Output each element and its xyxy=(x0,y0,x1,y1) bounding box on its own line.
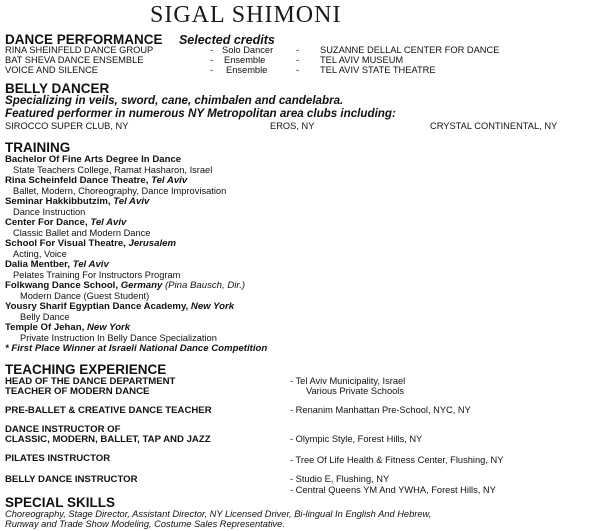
role: Solo Dancer xyxy=(222,45,274,55)
skills-line: Choreography, Stage Director, Assistant Director, NY Licensed Driver, Bi-lingual In English And Hebrew, xyxy=(5,509,432,519)
club-name: CRYSTAL CONTINENTAL, NY xyxy=(430,121,558,131)
school-name: Yousry Sharif Egyptian Dance Academy, xyxy=(5,301,189,312)
venue: SUZANNE DELLAL CENTER FOR DANCE xyxy=(320,45,500,55)
training-school xyxy=(5,259,109,270)
teaching-place: Various Private Schools xyxy=(306,386,405,396)
specialty-line: Specializing in veils, sword, cane, chimbalen and candelabra. xyxy=(5,94,344,107)
teaching-title: BELLY DANCE INSTRUCTOR xyxy=(5,474,138,485)
school-location: Jerusalem xyxy=(128,238,176,249)
school-name: Temple Of Jehan, xyxy=(5,322,85,333)
school-location: Tel Aviv xyxy=(151,175,188,186)
award-note: * First Place Winner at Israeli National Dance Competition xyxy=(5,343,268,354)
teaching-title: HEAD OF THE DANCE DEPARTMENT xyxy=(5,376,176,387)
school-name: Dalia Mentber, xyxy=(5,259,71,270)
training-detail: Ballet, Modern, Choreography, Dance Improvisation xyxy=(13,186,227,196)
group-name: BAT SHEVA DANCE ENSEMBLE xyxy=(5,55,144,65)
teaching-place: - Renanim Manhattan Pre-School, NYC, NY xyxy=(290,405,471,415)
school-name: Rina Scheinfeld Dance Theatre, xyxy=(5,175,149,186)
school-name: Bachelor Of Fine Arts Degree In Dance xyxy=(5,154,182,165)
section-heading: BELLY DANCER xyxy=(5,81,110,96)
training-detail: Pelates Training For Instructors Program xyxy=(13,270,181,280)
section-heading: TEACHING EXPERIENCE xyxy=(5,362,167,377)
section-heading: DANCE PERFORMANCE xyxy=(5,32,163,47)
page-title: SIGAL SHIMONI xyxy=(150,2,342,28)
role: Ensemble xyxy=(224,55,266,65)
teaching-title: PRE-BALLET & CREATIVE DANCE TEACHER xyxy=(5,405,212,416)
training-school xyxy=(5,175,187,186)
training-detail: Dance Instruction xyxy=(13,207,86,217)
training-school xyxy=(5,322,130,333)
school-location: New York xyxy=(190,301,235,312)
school-location: New York xyxy=(86,322,131,333)
dash: - xyxy=(210,45,214,55)
teaching-title: DANCE INSTRUCTOR OF xyxy=(5,424,121,435)
teaching-title: CLASSIC, MODERN, BALLET, TAP AND JAZZ xyxy=(5,434,211,445)
training-detail: Modern Dance (Guest Student) xyxy=(20,291,150,301)
training-detail: Acting, Voice xyxy=(13,249,67,259)
teaching-place: - Tree Of Life Health & Fitness Center, Flushing, NY xyxy=(290,455,504,465)
school-name: Center For Dance, xyxy=(5,217,88,228)
role: Ensemble xyxy=(226,65,268,75)
teaching-place: - Studio E, Flushing, NY xyxy=(290,474,390,484)
club-name: SIROCCO SUPER CLUB, NY xyxy=(5,121,129,131)
school-name: Seminar Hakkibbutzim, xyxy=(5,196,111,207)
skills-line: Runway and Trade Show Modeling, Costume Sales Representative. xyxy=(5,519,285,529)
dash: - xyxy=(296,55,300,65)
section-heading: TRAINING xyxy=(5,140,71,155)
training-school xyxy=(5,280,245,291)
section-heading: SPECIAL SKILLS xyxy=(5,495,116,510)
training-school xyxy=(5,217,126,228)
dash: - xyxy=(296,45,300,55)
dash: - xyxy=(210,65,214,75)
group-name: VOICE AND SILENCE xyxy=(5,65,98,75)
training-detail: Classic Ballet and Modern Dance xyxy=(13,228,151,238)
teaching-place: - Olympic Style, Forest Hills, NY xyxy=(290,434,423,444)
training-school xyxy=(5,196,149,207)
school-location: Tel Aviv xyxy=(72,259,109,270)
school-location: Germany xyxy=(120,280,163,291)
school-location: Tel Aviv xyxy=(113,196,150,207)
teaching-place: - Tel Aviv Municipality, Israel xyxy=(290,376,406,386)
school-location: Tel Aviv xyxy=(90,217,127,228)
teaching-place: - Central Queens YM And YWHA, Forest Hills, NY xyxy=(290,485,496,495)
school-note: (Pina Bausch, Dir.) xyxy=(164,280,246,291)
training-school xyxy=(5,238,176,249)
school-name: Folkwang Dance School, xyxy=(5,280,119,291)
training-school xyxy=(5,301,234,312)
group-name: RINA SHEINFELD DANCE GROUP xyxy=(5,45,154,55)
school-name: School For Visual Theatre, xyxy=(5,238,126,249)
training-detail: State Teachers College, Ramat Hasharon, Israel xyxy=(13,165,213,175)
venue: TEL AVIV STATE THEATRE xyxy=(320,65,436,75)
teaching-title: TEACHER OF MODERN DANCE xyxy=(5,386,150,397)
dash: - xyxy=(210,55,214,65)
teaching-title: PILATES INSTRUCTOR xyxy=(5,453,111,464)
section-subheading: Selected credits xyxy=(178,33,275,47)
featured-line: Featured performer in numerous NY Metropolitan area clubs including: xyxy=(5,107,396,120)
training-school xyxy=(5,154,181,165)
dash: - xyxy=(296,65,300,75)
training-detail: Private Instruction In Belly Dance Specialization xyxy=(20,333,217,343)
club-name: EROS, NY xyxy=(270,121,315,131)
venue: TEL AVIV MUSEUM xyxy=(320,55,404,65)
training-detail: Belly Dance xyxy=(20,312,70,322)
